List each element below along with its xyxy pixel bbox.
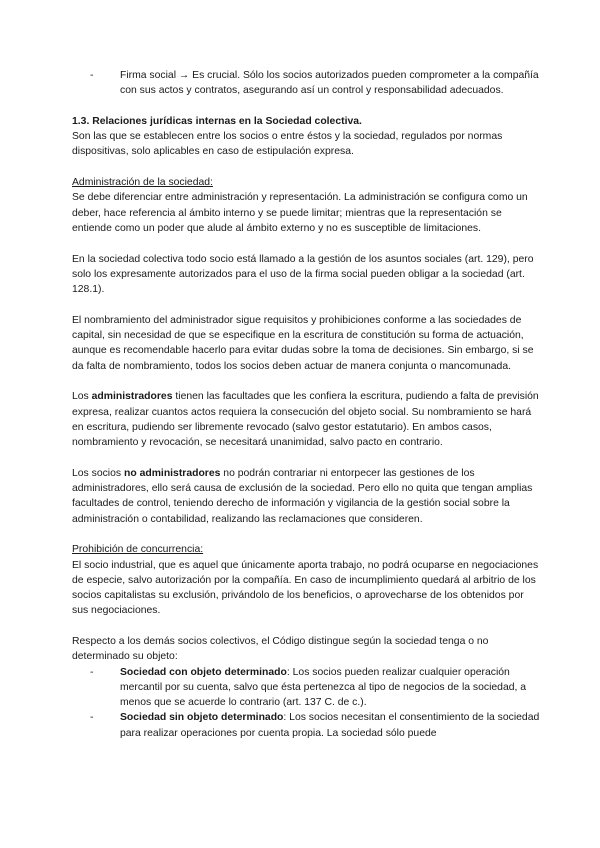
competition-paragraph-2: Respecto a los demás socios colectivos, el Código distingue según la sociedad tenga o no determinado su objeto:	[72, 635, 489, 663]
admin-paragraph-4: Los administradores tienen las facultades que les confiera la escritura, pudiendo a falta de previsión expresa, realizar cuantos actos requiera la consecución del objeto social. Su nombramiento se hará en escritura, pudiendo ser libremente revocado (salvo gestor estatutario). En ambos casos, nombramiento y revocación, se necesitará unanimidad, salvo pacto en contrario.	[72, 391, 539, 449]
section-intro: Son las que se establecen entre los socios o entre éstos y la sociedad, regulados por normas dispositivas, solo aplicables en caso de estipulación expresa.	[72, 131, 503, 158]
admin-paragraph-2: En la sociedad colectiva todo socio está llamado a la gestión de los asuntos sociales (art. 129), pero solo los expresamente autorizados para el uso de la firma social pueden obligar a la sociedad (art. 128.1).	[72, 253, 534, 296]
bullet-text: : Los socios pueden realizar cualquier operación mercantil por su cuenta, salvo que ésta pertenezca al tipo de negocios de la sociedad, a menos que se acuerde lo contrario (art. 137 C. de c.).	[120, 666, 527, 709]
admin-paragraph-1: Se debe diferenciar entre administración y representación. La administración se configura como un deber, hace referencia al ámbito interno y se puede limitar; mientras que la representación se entiende como un poder que alude al ámbito externo y no es susceptible de limitaciones.	[72, 192, 528, 234]
bullet-sin-objeto-determinado	[72, 710, 540, 741]
bullet-objeto-determinado	[72, 665, 540, 711]
admin-paragraph-3: El nombramiento del administrador sigue requisitos y prohibiciones conforme a las sociedades de capital, sin necesidad de que se especifique en la escritura de constitución su forma de actuación, aunque es recomendable hacerlo para evitar dudas sobre la toma de decisiones. Sin embargo, si se da falta de nombramiento, todos los socios deben actuar de manera conjunta o mancomunada.	[72, 314, 534, 372]
competition-paragraph-1: El socio industrial, que es aquel que únicamente aporta trabajo, no podrá ocuparse en negociaciones de especie, salvo autorización por la compañía. En caso de incumplimiento quedará al arbitrio de los socios capitalistas su exclusión, privándolo de los beneficios, o aprovecharse de los obtenidos por sus negociaciones.	[72, 559, 539, 617]
admin-paragraph-5: Los socios no administradores no podrán contrariar ni entorpecer las gestiones de los administradores, ello será causa de exclusión de la sociedad. Pero ello no quita que tengan amplias facultades de control, teniendo derecho de información y vigilancia de la gestión social sobre la administración o contabilidad, realizando las reclamaciones que consideren.	[72, 467, 533, 525]
bullet-bold-label: Sociedad con objeto determinado	[120, 666, 287, 678]
bullet-dash: -	[90, 712, 94, 724]
section-heading: 1.3. Relaciones jurídicas internas en la Sociedad colectiva.	[72, 115, 362, 127]
admin-title: Administración de la sociedad:	[72, 177, 213, 189]
bullet-bold-label: Sociedad sin objeto determinado	[120, 712, 284, 724]
bullet-dash: -	[90, 70, 94, 81]
bullet-text: Firma social → Es crucial. Sólo los socios autorizados pueden comprometer a la compañía con sus actos y contratos, asegurando así un control y responsabilidad adecuados.	[120, 70, 539, 97]
bullet-text: : Los socios necesitan el consentimiento de la sociedad para realizar operaciones por cuenta propia. La sociedad sólo puede	[120, 712, 540, 739]
bold-administradores: administradores	[91, 391, 173, 403]
bullet-firma-social	[72, 68, 540, 99]
bullet-dash: -	[90, 666, 94, 678]
competition-title: Prohibición de concurrencia:	[72, 544, 204, 556]
bold-no-administradores: no administradores	[123, 467, 221, 479]
